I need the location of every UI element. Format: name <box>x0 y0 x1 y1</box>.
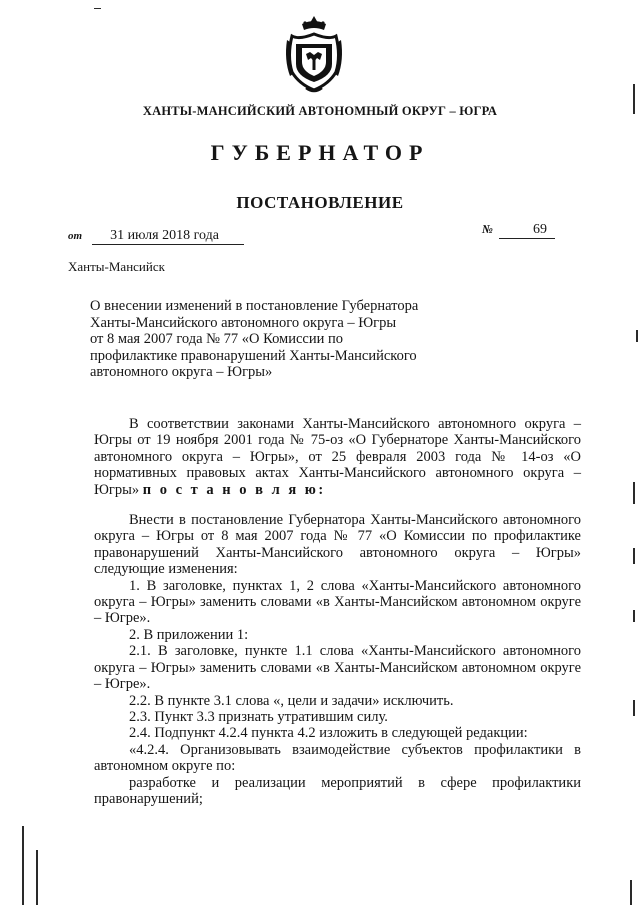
subject-line: Ханты-Мансийского автономного округа – Югры <box>90 314 397 331</box>
date-label: от <box>68 230 83 242</box>
body-paragraph: «4.2.4. Организовывать взаимодействие субъектов профилактики в автономном округе по: <box>94 741 581 775</box>
body-paragraph: 1. В заголовке, пунктах 1, 2 слова «Ханты-Мансийского автономного округа – Югры» заменить словами «в Ханты-Мансийском автономном округе – Югре». <box>94 577 581 627</box>
scan-artifact <box>633 700 635 716</box>
subject-line: О внесении изменений в постановление Губернатора <box>90 298 419 314</box>
scan-artifact <box>633 482 635 504</box>
scan-artifact <box>630 880 632 905</box>
number-line <box>482 222 555 239</box>
body-paragraph: 2.4. Подпункт 4.2.4 пункта 4.2 изложить в следующей редакции: <box>129 725 528 742</box>
date-value: 31 июля 2018 года <box>92 228 244 245</box>
declaration: п о с т а н о в л я ю: <box>142 481 326 498</box>
subject-line: автономного округа – Югры» <box>90 364 273 380</box>
scan-artifact <box>636 330 638 342</box>
number-label: № <box>482 222 493 236</box>
scan-artifact <box>22 826 24 905</box>
date-line <box>68 228 244 245</box>
coat-of-arms-icon <box>284 14 344 96</box>
document-body <box>94 416 581 807</box>
document-subject <box>90 298 450 381</box>
body-paragraph: 2.1. В заголовке, пункте 1.1 слова «Ханты-Мансийского автономного округа – Югры» заменить словами «в Ханты-Мансийском автономном округе – Югре». <box>94 643 581 693</box>
scan-artifact <box>633 610 635 622</box>
body-paragraph: разработке и реализации мероприятий в сфере профилактики правонарушений; <box>94 774 581 807</box>
scan-artifact <box>94 8 101 9</box>
number-value: 69 <box>499 222 555 239</box>
scan-artifact <box>36 850 38 905</box>
body-paragraph: 2.2. В пункте 3.1 слова «, цели и задачи» исключить. <box>129 692 454 709</box>
preamble-paragraph <box>94 416 581 498</box>
city: Ханты-Мансийск <box>68 259 165 274</box>
subject-line: от 8 мая 2007 года № 77 «О Комиссии по <box>90 331 343 347</box>
region-name: ХАНТЫ-МАНСИЙСКИЙ АВТОНОМНЫЙ ОКРУГ – ЮГРА <box>142 104 498 118</box>
scan-artifact <box>633 548 635 564</box>
governor-title: ГУБЕРНАТОР <box>210 140 430 165</box>
body-paragraph: 2. В приложении 1: <box>129 626 249 643</box>
body-paragraph: 2.3. Пункт 3.3 признать утратившим силу. <box>129 708 388 725</box>
body-paragraph: Внести в постановление Губернатора Ханты-Мансийского автономного округа – Югры от 8 мая 2007 года № 77 «О Комиссии по профилактике правонарушений Ханты-Мансийского автономного округа – Югры» следующие изменения: <box>94 512 581 578</box>
document-type: ПОСТАНОВЛЕНИЕ <box>236 193 404 212</box>
subject-line: профилактике правонарушений Ханты-Мансийского <box>90 347 417 364</box>
preamble-text: В соответствии законами Ханты-Мансийского автономного округа – Югры от 19 ноября 2001 года № 75-оз «О Губернаторе Ханты-Мансийского автономного округа – Югры», от 25 февраля 2003 года № 14-оз «О нормативных правовых актах Ханты-Мансийского автономного округа – Югры» <box>94 416 581 498</box>
